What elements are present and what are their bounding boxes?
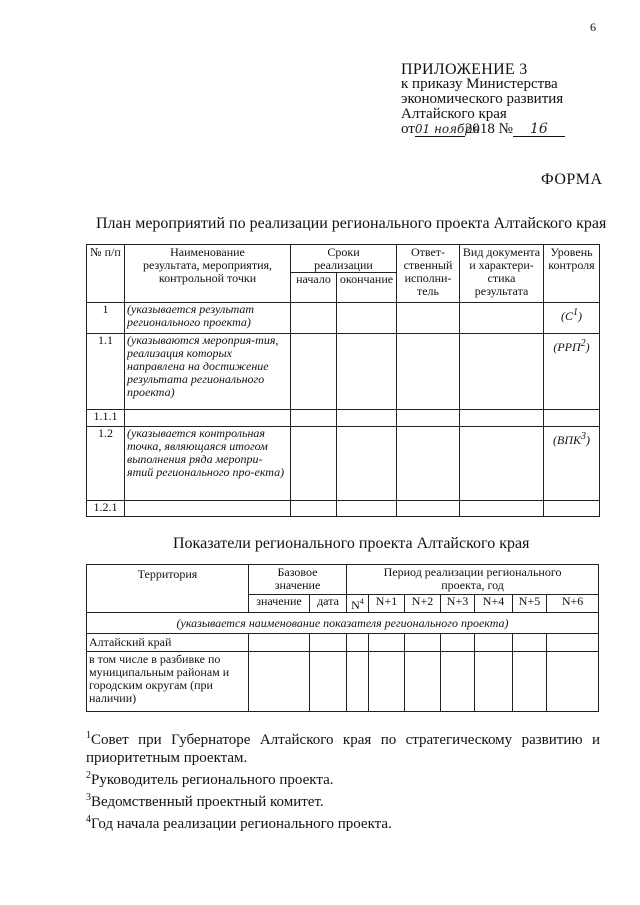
row-num: 1.2.1 bbox=[87, 501, 125, 517]
row-level: (РРП$^2$) bbox=[544, 334, 600, 410]
appendix-date-line bbox=[401, 122, 565, 137]
row-start bbox=[291, 334, 337, 410]
footnote-4: $^4$Год начала реализации регионального проекта. bbox=[86, 814, 392, 832]
plan-title: План мероприятий по реализации регионального проекта Алтайского края bbox=[96, 215, 607, 232]
table-row bbox=[87, 634, 599, 652]
row-name bbox=[125, 410, 291, 427]
row-name: (указываются мероприя-тия, реализация которых направлена на достижение результата регионального проекта) bbox=[125, 334, 291, 410]
appendix-header bbox=[401, 62, 565, 137]
appendix-line-3: Алтайского края bbox=[401, 106, 507, 122]
plan-header-row bbox=[87, 245, 600, 273]
header-year: N+1 bbox=[369, 595, 405, 613]
header-territory: Территория bbox=[87, 565, 249, 613]
header-value: значение bbox=[249, 595, 310, 613]
row-start bbox=[291, 303, 337, 334]
header-level: Уровень контроля bbox=[544, 245, 600, 303]
header-name: Наименование результата, мероприятия, контрольной точки bbox=[125, 245, 291, 303]
territory-cell: Алтайский край bbox=[87, 634, 249, 652]
footnotes bbox=[86, 727, 600, 833]
header-year: N+3 bbox=[441, 595, 475, 613]
footnote-3: $^3$Ведомственный проектный комитет. bbox=[86, 792, 324, 810]
indicators-title: Показатели регионального проекта Алтайского края bbox=[173, 535, 530, 552]
row-responsible bbox=[397, 334, 460, 410]
table-row bbox=[87, 303, 600, 334]
handwritten-date: 01 ноября bbox=[414, 122, 480, 136]
row-document bbox=[460, 427, 544, 501]
indicators-header-row bbox=[87, 565, 599, 595]
appendix-line-1: к приказу Министерства bbox=[401, 76, 558, 92]
row-responsible bbox=[397, 427, 460, 501]
header-year: N+5 bbox=[513, 595, 547, 613]
indicator-note-row bbox=[87, 613, 599, 634]
row-num: 1.1.1 bbox=[87, 410, 125, 427]
row-name: (указывается контрольная точка, являющаяся итогом выполнения ряда меропри-ятий регионального про-екта) bbox=[125, 427, 291, 501]
header-year: N+4 bbox=[475, 595, 513, 613]
date-prefix: от bbox=[401, 121, 415, 137]
table-row bbox=[87, 427, 600, 501]
header-num: № п/п bbox=[87, 245, 125, 303]
table-row bbox=[87, 652, 599, 712]
header-start: начало bbox=[291, 273, 337, 303]
row-level: $(С^1)$ bbox=[544, 303, 600, 334]
date-year: 2018 № bbox=[464, 121, 513, 137]
appendix-line-2: экономического развития bbox=[401, 91, 564, 107]
header-base: Базовое значение bbox=[249, 565, 347, 595]
row-name: (указывается результат регионального проекта) bbox=[125, 303, 291, 334]
header-document: Вид документа и характери-стика результата bbox=[460, 245, 544, 303]
header-period: Период реализации регионального проекта, год bbox=[347, 565, 599, 595]
header-end: окончание bbox=[337, 273, 397, 303]
row-document bbox=[460, 334, 544, 410]
header-terms: Сроки реализации bbox=[291, 245, 397, 273]
row-document bbox=[460, 303, 544, 334]
form-label: ФОРМА bbox=[541, 171, 603, 188]
header-year: N+6 bbox=[547, 595, 599, 613]
table-row bbox=[87, 410, 600, 427]
row-end bbox=[337, 334, 397, 410]
table-row bbox=[87, 334, 600, 410]
header-responsible: Ответ-ственный исполни-тель bbox=[397, 245, 460, 303]
footnote-1: $^1$Совет при Губернаторе Алтайского края по стратегическому развитию и приоритетным проектам. bbox=[86, 730, 600, 766]
row-start bbox=[291, 427, 337, 501]
header-date: дата bbox=[310, 595, 347, 613]
indicators-table bbox=[86, 564, 599, 712]
handwritten-number: 16 bbox=[513, 123, 565, 137]
territory-cell: в том числе в разбивке по муниципальным районам и городским округам (при наличии) bbox=[87, 652, 249, 712]
row-level: (ВПК$^3$) bbox=[544, 427, 600, 501]
table-row bbox=[87, 501, 600, 517]
row-name bbox=[125, 501, 291, 517]
row-num: 1.1 bbox=[87, 334, 125, 410]
page-number: 6 bbox=[590, 20, 596, 34]
row-responsible bbox=[397, 303, 460, 334]
indicator-note: (указывается наименование показателя регионального проекта) bbox=[87, 613, 599, 634]
row-end bbox=[337, 303, 397, 334]
row-num: 1 bbox=[87, 303, 125, 334]
header-year: N+2 bbox=[405, 595, 441, 613]
row-end bbox=[337, 427, 397, 501]
plan-table bbox=[86, 244, 600, 517]
row-num: 1.2 bbox=[87, 427, 125, 501]
header-n: $N^4$ bbox=[347, 595, 369, 613]
appendix-title: ПРИЛОЖЕНИЕ 3 bbox=[401, 61, 528, 78]
footnote-2: $^2$Руководитель регионального проекта. bbox=[86, 770, 334, 788]
